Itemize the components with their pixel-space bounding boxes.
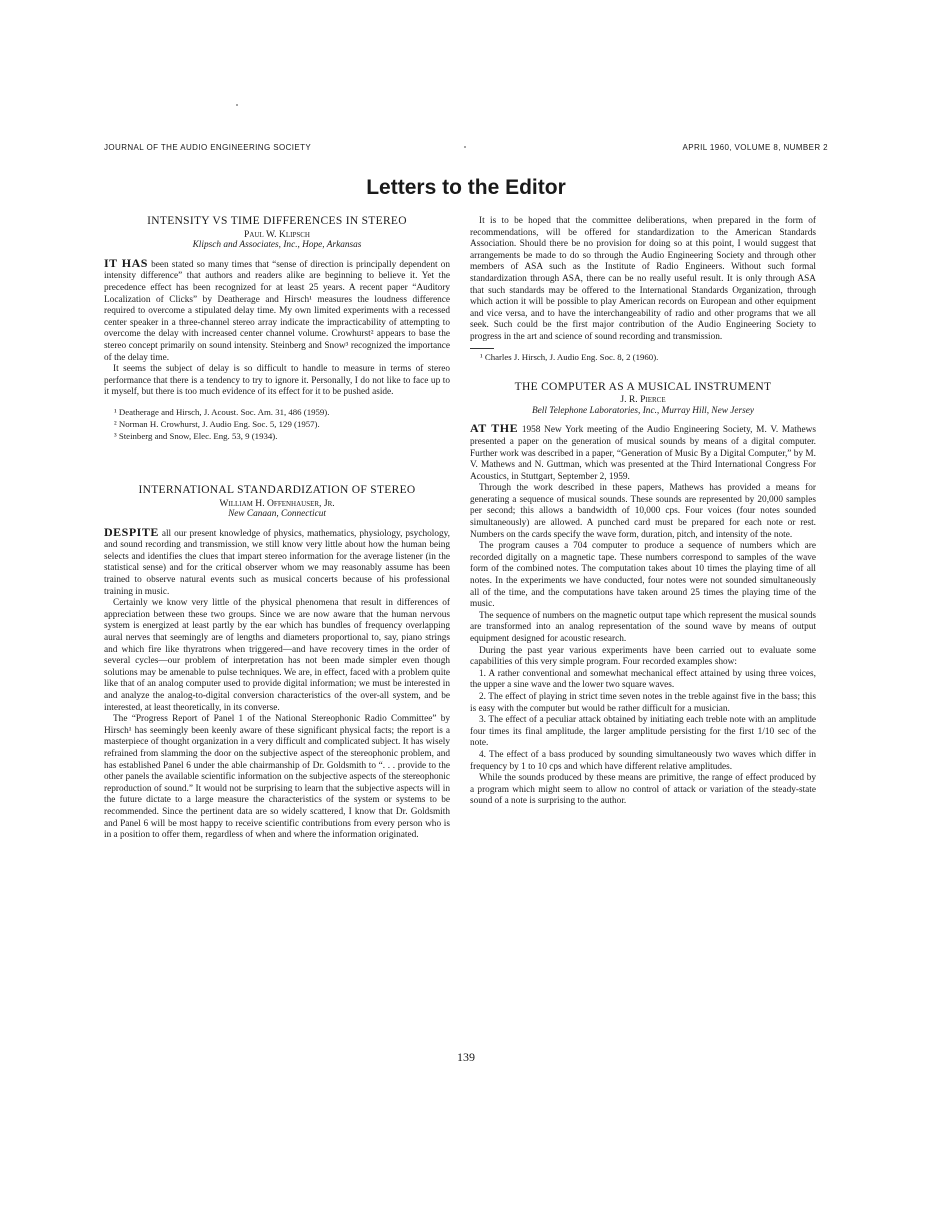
footnotes bbox=[470, 352, 816, 363]
footnote: ¹ Charles J. Hirsch, J. Audio Eng. Soc. 8, 2 (1960). bbox=[480, 351, 659, 362]
article-paragraph: While the sounds produced by these means are primitive, the range of effect produced by a program which might seem to allow no control of attack or variation of the steady-state sound of a note is surprising to the author. bbox=[470, 773, 816, 807]
article-paragraph: Through the work described in these papers, Mathews has provided a means for generating a sequence of musical sounds. These sounds are represented by 20,000 samples per second; this allows a bandwidth of 10,000 cps. Four voices (four notes sounded simultaneously) are allowed. A punched card must be prepared for each note or rest. Numbers on the cards specify the wave form, duration, pitch, and intensity of the note. bbox=[470, 483, 816, 540]
article-affiliation: Bell Telephone Laboratories, Inc., Murray Hill, New Jersey bbox=[532, 405, 754, 416]
drop-cap: AT THE bbox=[470, 421, 519, 436]
article-affiliation: Klipsch and Associates, Inc., Hope, Arkansas bbox=[192, 240, 362, 251]
article-paragraph bbox=[104, 255, 450, 364]
journal-name: JOURNAL OF THE AUDIO ENGINEERING SOCIETY bbox=[104, 143, 312, 152]
scan-speck bbox=[464, 146, 466, 148]
article-international-standardization-continued bbox=[470, 216, 816, 363]
article-spacer bbox=[470, 364, 816, 382]
article-intensity-vs-time bbox=[104, 216, 450, 442]
article-paragraph: It seems the subject of delay is so difficult to handle to measure in terms of stereo performance that there is a tendency to try to ignore it. Personally, I do not like to face up to it myself, but there is too much evidence of its effect for it to be pushed aside. bbox=[104, 364, 450, 398]
paragraph-text: 1958 New York meeting of the Audio Engineering Society, M. V. Mathews presented a paper on the generation of musical sounds by means of a digital computer. Further work was described in a paper, “Generation of Music By a Digital Computer,” by M. V. Mathews and N. Guttman, which was presented at the Third International Congress For Acoustics, in Stuttgart, September 2, 1959. bbox=[470, 425, 816, 482]
article-paragraph: It is to be hoped that the committee deliberations, when prepared in the form of recommendations, will be offered for standardization to the American Standards Association. Should there be no provision for doing so at this point, I would suggest that arrangements be made to do so through the Audio Engineering Society and through other members of ASA such as the Institute of Radio Engineers. Without such formal standardization through ASA, there can be no really useful result. It is only through ASA that such standards may be offered to the International Standards Organization, through which action it will be possible to play American records on European and other equipment and vice versa, and to have the interchangeability of radio and other programs that we all seek. Such could be the first major contribution of the Audio Engineering Society to progress in the art and science of sound recording and transmission. bbox=[470, 216, 816, 342]
article-title: INTERNATIONAL STANDARDIZATION OF STEREO bbox=[138, 483, 416, 496]
article-affiliation: New Canaan, Connecticut bbox=[228, 509, 326, 520]
page-number: 139 bbox=[457, 1050, 475, 1064]
left-column bbox=[104, 216, 450, 842]
article-author: William H. Offenhauser, Jr. bbox=[219, 497, 335, 509]
article-paragraph: During the past year various experiments have been carried out to evaluate some capabilities of this very simple program. Four recorded examples show: bbox=[470, 645, 816, 668]
issue-info: APRIL 1960, VOLUME 8, NUMBER 2 bbox=[682, 143, 828, 152]
footnote: ³ Steinberg and Snow, Elec. Eng. 53, 9 (1934). bbox=[114, 430, 278, 441]
article-paragraph: The “Progress Report of Panel 1 of the National Stereophonic Radio Committee” by Hirsch¹ has seemingly been keenly aware of these significant physical facts; the report is a masterpiece of thought organization in a very difficult and complicated subject. It has wisely refrained from slamming the door on the subjective aspect of the stereophonic problem, and has established Panel 6 under the able chairmanship of Dr. Goldsmith to “. . . provide to the other panels the available scientific information on the subjective aspects of the stereophonic reproduction of sound.” It would not be surprising to learn that the subjective aspects will in the future dictate to a large measure the characteristics of the system or systems to be recommended. Since the pertinent data are so widely scattered, I know that Dr. Goldsmith and Panel 6 will be most happy to receive scientific contributions from every person who is in a position to offer them, regardless of when and where the information originated. bbox=[104, 714, 450, 841]
article-paragraph: 2. The effect of playing in strict time seven notes in the treble against five in the bass; this is easy with the computer but would be rather difficult for a musician. bbox=[470, 691, 816, 714]
article-paragraph: The sequence of numbers on the magnetic output tape which represent the musical sounds are transformed into an analog representation of the sound wave by means of output equipment designed for acoustic research. bbox=[470, 610, 816, 644]
footnotes bbox=[104, 407, 450, 442]
article-paragraph: 4. The effect of a bass produced by sounding simultaneously two waves which differ in frequency by 1 to 10 cps and which have different relative amplitudes. bbox=[470, 749, 816, 772]
article-paragraph bbox=[470, 423, 816, 483]
article-title: THE COMPUTER AS A MUSICAL INSTRUMENT bbox=[514, 380, 772, 393]
paragraph-text: all our present knowledge of physics, mathematics, physiology, psychology, and sound recording and transmission, we still know very little about how the human being selects and identifies the clues that impart stereo information for the average listener (in the statistical sense) and for the critical observer whom we may reasonably assume has been trained to observe natural events such as musical concerts because of his professional training in music. bbox=[104, 528, 450, 597]
article-paragraph: 3. The effect of a peculiar attack obtained by initiating each treble note with an amplitude four times its final amplitude, the larger amplitude persisting for the first 1/10 sec of the note. bbox=[470, 715, 816, 749]
article-author: Paul W. Klipsch bbox=[244, 228, 310, 240]
drop-cap: DESPITE bbox=[104, 524, 159, 539]
scan-speck bbox=[236, 104, 238, 106]
drop-cap: IT HAS bbox=[104, 255, 148, 270]
article-international-standardization bbox=[104, 485, 450, 842]
footnote-rule bbox=[470, 348, 494, 349]
article-title: INTENSITY VS TIME DIFFERENCES IN STEREO bbox=[147, 215, 407, 227]
article-paragraph: The program causes a 704 computer to produce a sequence of numbers which are recorded digitally on a magnetic tape. These numbers correspond to samples of the wave form of the combined notes. The computation takes about 10 times the playing time of all notes. In the experiments we have conducted, four notes were not sounded simultaneously all of the time, and the computations have taken around 25 times the playing time of the music. bbox=[470, 541, 816, 610]
article-paragraph: 1. A rather conventional and somewhat mechanical effect attained by using three voices, the upper a sine wave and the lower two square waves. bbox=[470, 668, 816, 691]
right-column bbox=[470, 216, 816, 808]
running-head bbox=[104, 143, 828, 152]
paragraph-text: been stated so many times that “sense of direction is principally dependent on intensity difference” that authors and readers alike are beginning to believe it. Yet the precedence effect has been recognized for at least 25 years. A recent paper “Auditory Localization of Clicks” by Deatherage and Hirsch¹ measures the loudness difference required to overcome a stipulated delay time. My own limited experiments with a recessed center speaker in a three-channel stereo array indicate the impracticability of attempting to overcome the delay with increased center channel volume. Crowhurst² appears to base the stereo concept primarily on sound intensity. Steinberg and Snow³ recognized the importance of the delay time. bbox=[104, 259, 450, 363]
article-paragraph bbox=[104, 524, 450, 599]
article-author: J. R. Pierce bbox=[620, 394, 666, 406]
footnote: ¹ Deatherage and Hirsch, J. Acoust. Soc. Am. 31, 486 (1959). bbox=[114, 406, 330, 417]
article-paragraph: Certainly we know very little of the physical phenomena that result in differences of appreciation between these two groups. Since we are now aware that the human nervous system is energized at least partly by the ear which has bundles of frequency overlapping aural nerves that seemingly are of lengths and diameters proportional to, say, piano strings and which fire like thyratrons when triggered—and have recovery times in the order of several cycles—our problem of interpretation has not been made simpler even though solutions may be amenable to pulse techniques. We are, in effect, faced with a problem quite like that of an analog computer used to provide digital information; we must be interested in and analyze the analog-to-digital conversion characteristics of the over-all system, and be interested, at least theoretically, in its converse. bbox=[104, 598, 450, 713]
article-computer-musical-instrument bbox=[470, 382, 816, 808]
page-title: Letters to the Editor bbox=[366, 176, 566, 199]
article-spacer bbox=[104, 443, 450, 485]
footnote: ² Norman H. Crowhurst, J. Audio Eng. Soc. 5, 129 (1957). bbox=[114, 418, 320, 429]
